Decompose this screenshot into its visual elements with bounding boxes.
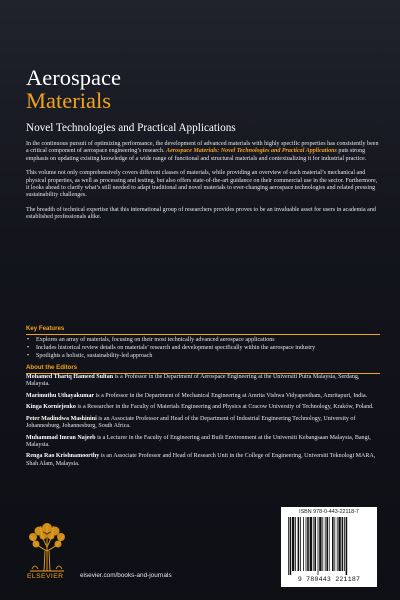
key-features-list <box>26 337 379 361</box>
editor-name: Marimuthu Uthayakumar <box>26 392 95 399</box>
list-item <box>26 337 379 344</box>
editor-bio: is an Associate Professor and Head of the Department of Industrial Engineering Technology, University of Johannesburg, Johannesburg, South Africa. <box>26 415 356 430</box>
editor-name: Peter Madindwa Mashinini <box>26 415 97 422</box>
paragraph-text: In the continuous pursuit of optimizing performance, the development of advanced materials with highly specific properties has consistently been a critical component of aerospace engineering’s research. <box>26 141 379 155</box>
list-item <box>26 353 379 360</box>
editor-entry <box>26 404 379 411</box>
editors-heading: About the Editors <box>26 364 78 371</box>
title-block <box>26 66 386 134</box>
bullet-icon: • <box>27 337 30 343</box>
editor-entry <box>26 453 379 468</box>
description-paragraph-2: This volume not only comprehensively covers different classes of materials, while providing an overview of each material’s mechanical and physical properties, as well as processing and testing, but also offers state-of-the-art guidance on their commercial use in the sector. Furthermore, it looks ahead to clarify what’s still needed to adapt traditional and novel materials to ever-changing aerospace technologies and related pressing sustainability challenges. <box>26 170 378 199</box>
editor-name: Kinga Korniejenko <box>26 404 76 411</box>
editor-bio: is a Professor in the Department of Aerospace Engineering at the Universiti Putra Malaysia, Serdang, Malaysia. <box>26 374 360 388</box>
editor-name: Renga Rao Krishnamoorthy <box>26 453 100 460</box>
description <box>26 141 379 229</box>
list-item-text: Spotlights a holistic, sustainability-led approach <box>36 352 153 359</box>
editor-entry <box>26 374 379 389</box>
editors-list <box>26 374 379 472</box>
isbn-label: ISBN 978-0-443-22118-7 <box>299 509 359 515</box>
editor-name: Muhammad Imran Najeeb <box>26 434 96 441</box>
publisher-url[interactable]: elsevier.com/books-and-journals <box>80 572 172 579</box>
barcode-number: 9 780443 221187 <box>297 576 361 583</box>
title-line-2: Materials <box>26 88 111 113</box>
editor-bio: is a Professor in the Department of Mechanical Engineering at Amrita Vishwa Vidyapeetham, Amritapuri, India. <box>95 392 368 399</box>
editor-bio: is a Lecturer in the Faculty of Engineering and Built Environment at the Universiti Kebangsaan Malaysia, Bangi, Malaysia. <box>26 434 371 448</box>
title-line-1: Aerospace <box>26 65 121 90</box>
bullet-icon: • <box>27 344 30 351</box>
bullet-icon: • <box>27 352 30 359</box>
key-features-heading: Key Features <box>26 325 65 332</box>
description-paragraph-1 <box>26 141 379 163</box>
list-item-text: Includes historical review details on materials’ research and development specifically within the aerospace industry <box>36 344 316 351</box>
elsevier-tree-logo-icon <box>24 521 70 573</box>
editor-bio: is an Associate Professor and Head of Research Unit in the College of Engineering, Universiti Teknologi MARA, Shah Alam, Malaysia. <box>26 453 376 467</box>
editor-entry <box>26 435 379 450</box>
list-item-text: Explores an array of materials, focusing on their most technically advanced aerospace applications <box>36 337 275 343</box>
publisher-name: ELSEVIER <box>27 573 64 580</box>
paragraph-text: puts strong emphasis on updating existing knowledge of a wide range of functional and structural materials and contextualizing it for industrial practice. <box>26 148 367 162</box>
book-title-reference: Aerospace Materials: Novel Technologies and Practical Applications <box>166 148 337 155</box>
editor-name: Mohamed Thariq Hameed Sultan <box>26 374 114 380</box>
editor-entry <box>26 416 379 431</box>
description-paragraph-3: The breadth of technical expertise that this international group of researchers provides proves to be an invaluable asset for users in academia and established professionals alike. <box>26 207 376 221</box>
editor-bio: is a Researcher in the Faculty of Materials Engineering and Physics at Cracow University of Technology, Kraków, Poland. <box>77 404 374 411</box>
subtitle: Novel Technologies and Practical Applications <box>26 122 236 134</box>
editor-entry <box>26 393 379 400</box>
list-item <box>26 345 379 352</box>
section-divider <box>26 334 380 335</box>
barcode-bars <box>287 517 371 575</box>
barcode-panel <box>281 507 377 587</box>
